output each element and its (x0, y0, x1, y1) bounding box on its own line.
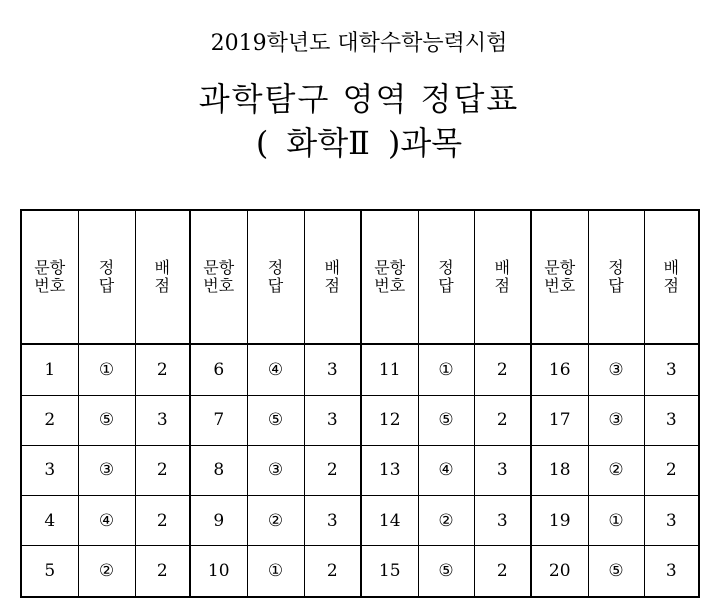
points-cell: 2 (474, 395, 531, 445)
answer-cell: ① (418, 344, 474, 395)
points-cell: 3 (644, 344, 699, 395)
points-cell: 2 (135, 344, 190, 395)
answer-cell: ⑤ (418, 395, 474, 445)
header-points: 배 점 (135, 210, 190, 344)
header-points: 배 점 (304, 210, 361, 344)
header-number: 문항 번호 (361, 210, 418, 344)
answer-cell: ② (418, 495, 474, 545)
points-cell: 2 (135, 495, 190, 545)
answer-cell: ① (78, 344, 135, 395)
question-number-cell: 17 (531, 395, 588, 445)
subject-suffix: )과목 (387, 124, 463, 162)
exam-name: 2019학년도 대학수학능력시험 (210, 31, 508, 56)
header-answer: 정 답 (418, 210, 474, 344)
question-number-cell: 4 (21, 495, 78, 545)
points-cell: 2 (474, 546, 531, 597)
answer-cell: ⑤ (247, 395, 304, 445)
question-number-cell: 2 (21, 395, 78, 445)
question-number-cell: 5 (21, 546, 78, 597)
points-cell: 3 (135, 395, 190, 445)
table-row (21, 395, 699, 445)
question-number-cell: 9 (190, 495, 247, 545)
answer-cell: ④ (418, 445, 474, 495)
subject-open-paren: ( (255, 124, 269, 162)
question-number-cell: 3 (21, 445, 78, 495)
question-number-cell: 14 (361, 495, 418, 545)
answer-cell: ③ (588, 344, 644, 395)
points-cell: 2 (135, 445, 190, 495)
header-points: 배 점 (474, 210, 531, 344)
answer-cell: ③ (247, 445, 304, 495)
points-cell: 3 (644, 546, 699, 597)
question-number-cell: 18 (531, 445, 588, 495)
answer-cell: ④ (78, 495, 135, 545)
table-header-row (21, 210, 699, 344)
answer-cell: ① (588, 495, 644, 545)
points-cell: 2 (304, 546, 361, 597)
subject-name: 화학Ⅱ (286, 124, 370, 162)
question-number-cell: 19 (531, 495, 588, 545)
points-cell: 3 (304, 395, 361, 445)
subject-line (0, 118, 718, 164)
points-cell: 2 (644, 445, 699, 495)
question-number-cell: 10 (190, 546, 247, 597)
points-cell: 3 (644, 395, 699, 445)
answer-cell: ⑤ (588, 546, 644, 597)
header-number: 문항 번호 (190, 210, 247, 344)
question-number-cell: 20 (531, 546, 588, 597)
question-number-cell: 8 (190, 445, 247, 495)
answer-cell: ③ (588, 395, 644, 445)
points-cell: 2 (474, 344, 531, 395)
answer-cell: ② (78, 546, 135, 597)
table-row (21, 495, 699, 545)
question-number-cell: 1 (21, 344, 78, 395)
answer-cell: ⑤ (418, 546, 474, 597)
answer-rows (21, 344, 699, 597)
points-cell: 2 (135, 546, 190, 597)
question-number-cell: 15 (361, 546, 418, 597)
page-title: 과학탐구 영역 정답표 (198, 80, 520, 118)
answer-cell: ④ (247, 344, 304, 395)
answer-cell: ② (588, 445, 644, 495)
answer-cell: ③ (78, 445, 135, 495)
answer-cell: ⑤ (78, 395, 135, 445)
header-points: 배 점 (644, 210, 699, 344)
header-answer: 정 답 (78, 210, 135, 344)
question-number-cell: 6 (190, 344, 247, 395)
points-cell: 2 (304, 445, 361, 495)
points-cell: 3 (474, 445, 531, 495)
answer-cell: ② (247, 495, 304, 545)
answer-table (20, 209, 700, 598)
table-row (21, 546, 699, 597)
table-row (21, 344, 699, 395)
header-answer: 정 답 (588, 210, 644, 344)
points-cell: 3 (474, 495, 531, 545)
header-answer: 정 답 (247, 210, 304, 344)
header-number: 문항 번호 (21, 210, 78, 344)
question-number-cell: 16 (531, 344, 588, 395)
question-number-cell: 13 (361, 445, 418, 495)
points-cell: 3 (644, 495, 699, 545)
header-number: 문항 번호 (531, 210, 588, 344)
question-number-cell: 12 (361, 395, 418, 445)
question-number-cell: 11 (361, 344, 418, 395)
answer-cell: ① (247, 546, 304, 597)
points-cell: 3 (304, 344, 361, 395)
table-row (21, 445, 699, 495)
points-cell: 3 (304, 495, 361, 545)
question-number-cell: 7 (190, 395, 247, 445)
